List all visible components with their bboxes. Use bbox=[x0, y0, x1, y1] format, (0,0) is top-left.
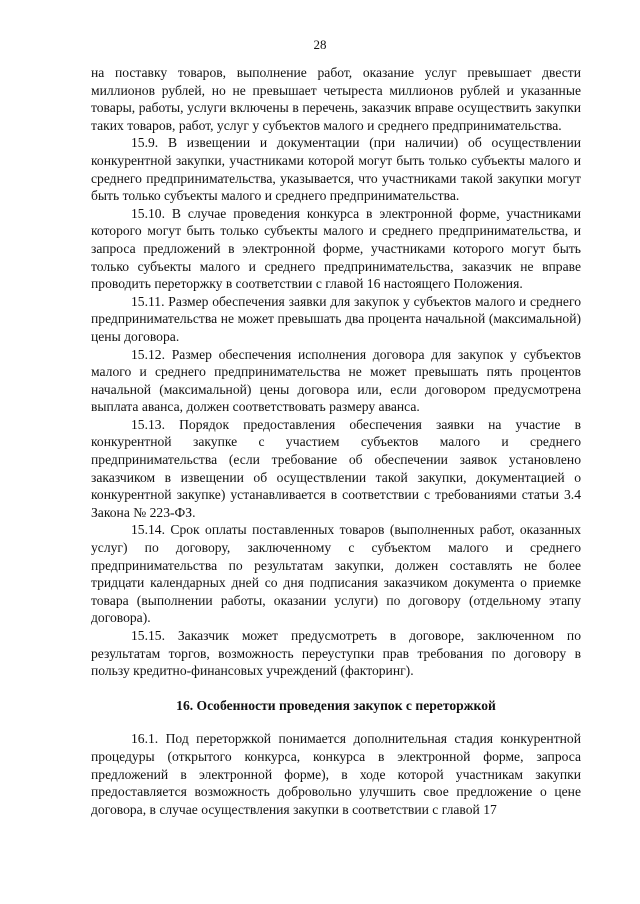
paragraph-15-9: 15.9. В извещении и документации (при наличии) об осуществлении конкурентной закупки, участниками которой могут быть только субъекты малого и среднего предпринимательства, указывается, что участниками такой закупки могут быть только субъекты малого и среднего предпринимательства. bbox=[91, 135, 581, 204]
paragraph-15-11: 15.11. Размер обеспечения заявки для закупок у субъектов малого и среднего предпринимательства не может превышать два процента начальной (максимальной) цены договора. bbox=[91, 293, 581, 344]
document-body bbox=[91, 64, 581, 818]
page-number: 28 bbox=[313, 37, 327, 52]
paragraph-15-15: 15.15. Заказчик может предусмотреть в договоре, заключенном по результатам торгов, возможность переуступки прав требования по договору в пользу кредитно-финансовых учреждений (факторинг). bbox=[91, 628, 581, 679]
paragraph-15-14: 15.14. Срок оплаты поставленных товаров (выполненных работ, оказанных услуг) по договору, заключенному с субъектом малого и среднего предпринимательства по результатам закупки, должен составлять не более тридцати календарных дней со дня подписания заказчиком документа о приемке товара (выполнении работы, оказании услуги) по договору (отдельному этапу договора). bbox=[91, 522, 581, 626]
paragraph-15-10: 15.10. В случае проведения конкурса в электронной форме, участниками которого могут быть только субъекты малого и среднего предпринимательства, и запроса предложений в электронной форме, участниками которого могут быть только субъекты малого и среднего предпринимательства, заказчик не вправе проводить переторжку в соответствии с главой 16 настоящего Положения. bbox=[91, 205, 581, 292]
paragraph-16-1: 16.1. Под переторжкой понимается дополнительная стадия конкурентной процедуры (открытого конкурса, конкурса в электронной форме, запроса предложений в электронной форме), в ходе которой участникам закупки предоставляется возможность добровольно улучшить свое предложение о цене договора, в случае осуществления закупки в соответствии с главой 17 bbox=[91, 731, 581, 817]
section-heading: 16. Особенности проведения закупок с переторжкой bbox=[176, 697, 496, 713]
paragraph-15-12: 15.12. Размер обеспечения исполнения договора для закупок у субъектов малого и среднего предпринимательства не может превышать пять процентов начальной (максимальной) цены договора или, если договором предусмотрена выплата аванса, должен соответствовать размеру аванса. bbox=[91, 346, 581, 415]
paragraph-15-13: 15.13. Порядок предоставления обеспечения заявки на участие в конкурентной закупке с участием субъектов малого и среднего предпринимательства (если требование об обеспечении заявок установлено заказчиком в извещении об осуществлении такой закупки, документацией о конкурентной закупке) устанавливается в соответствии с требованиями статьи 3.4 Закона № 223-ФЗ. bbox=[91, 416, 581, 520]
paragraph-continuation: на поставку товаров, выполнение работ, оказание услуг превышает двести миллионов рублей, но не превышает четыреста миллионов рублей и указанные товары, работы, услуги включены в перечень, заказчик вправе осуществить закупки таких товаров, работ, услуг у субъектов малого и среднего предпринимательства. bbox=[91, 65, 581, 133]
